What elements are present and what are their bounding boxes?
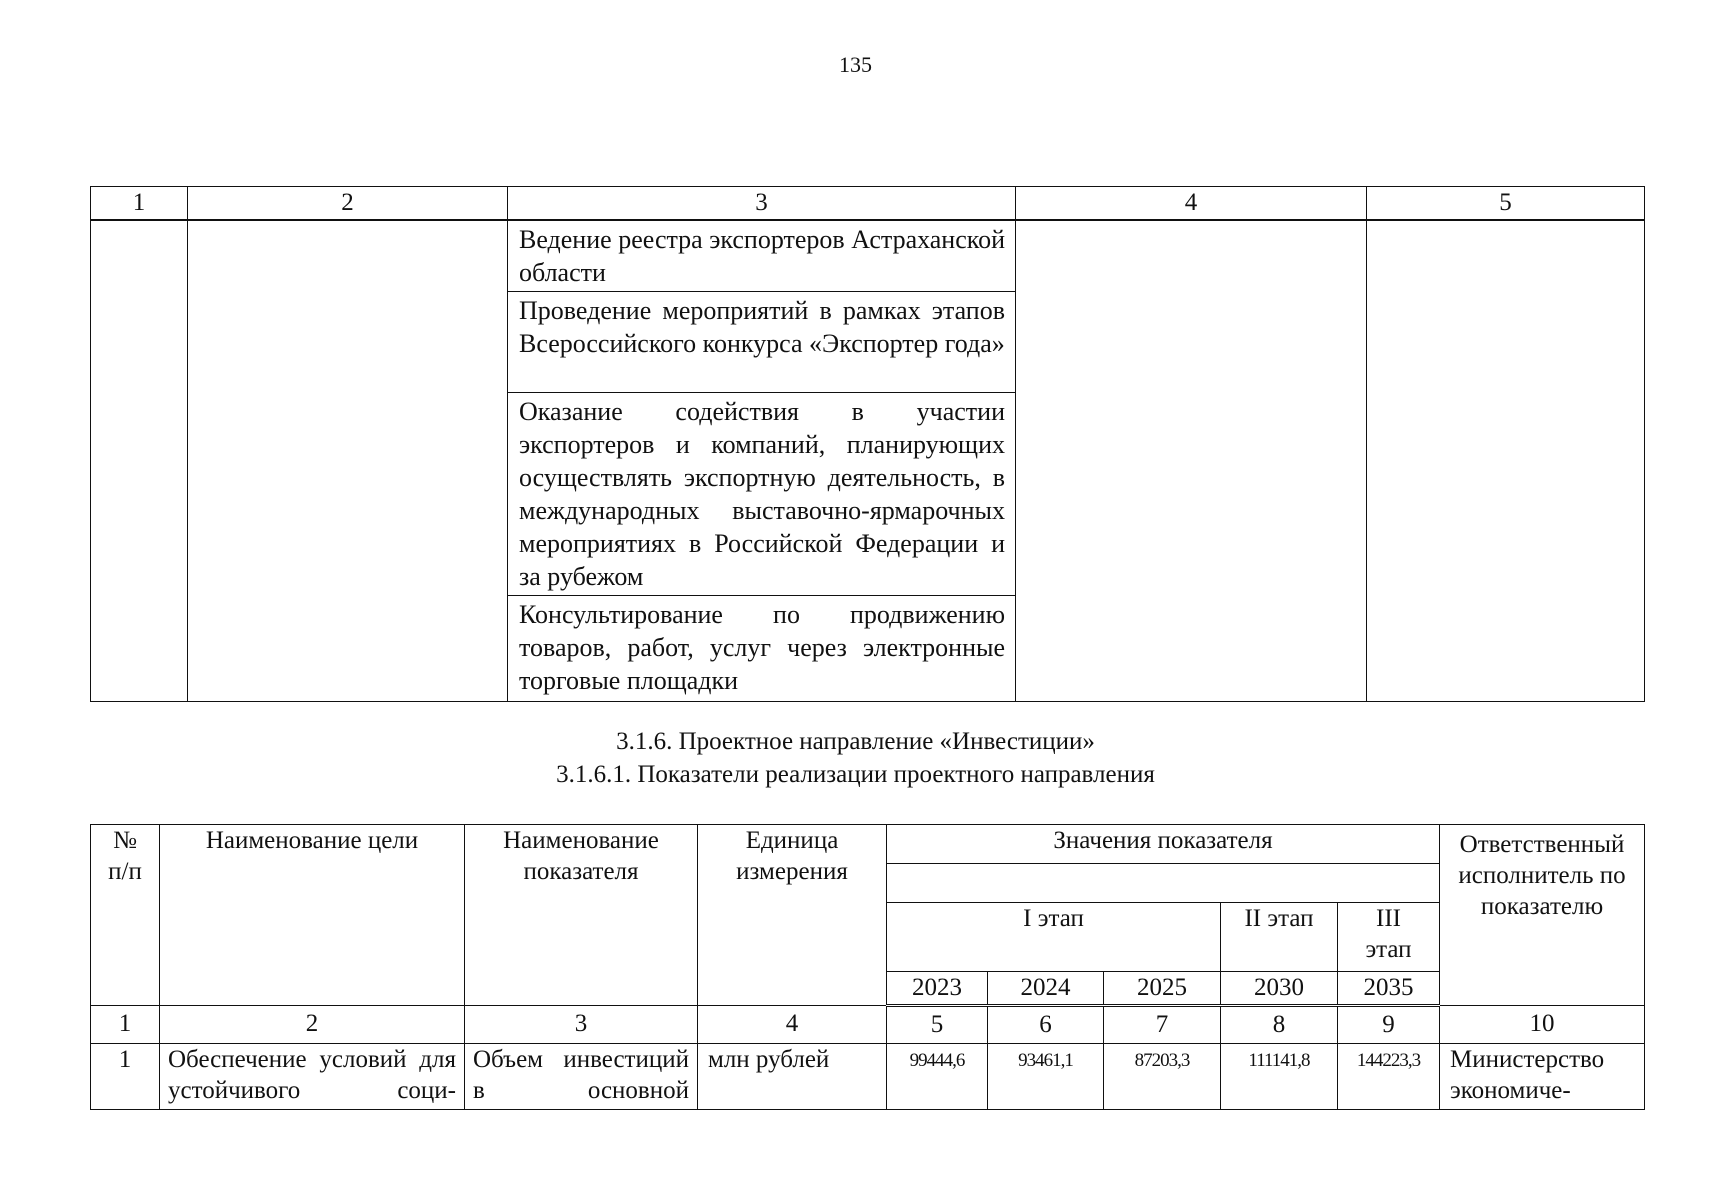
year-cell: 2023	[887, 972, 988, 1006]
indicators-table	[90, 824, 1645, 1110]
column-numbers-row	[91, 1006, 1645, 1044]
indicators-header-row	[91, 825, 1645, 864]
column-number: 9	[1338, 1006, 1440, 1044]
header-cell: 4	[1016, 187, 1367, 221]
column-number: 4	[698, 1006, 887, 1044]
empty-cell	[188, 220, 508, 702]
activity-cell	[508, 596, 1016, 702]
activity-cell	[508, 220, 1016, 292]
col-indicator-header: Наименование показателя	[465, 825, 698, 1006]
row-unit: млн рублей	[698, 1044, 887, 1110]
column-number: 2	[160, 1006, 465, 1044]
column-number: 3	[465, 1006, 698, 1044]
stage2-header: II этап	[1221, 903, 1338, 972]
activities-table	[90, 186, 1645, 702]
activity-text: Консультирование по продвижению товаров, работ, услуг через электронные торговые площадки	[519, 600, 1005, 695]
header-cell: 3	[508, 187, 1016, 221]
activity-text: Ведение реестра экспортеров Астраханской области	[519, 225, 1005, 287]
col-goal-header: Наименование цели	[160, 825, 465, 1006]
column-number: 10	[1440, 1006, 1645, 1044]
activity-text: Оказание содействия в участии экспортеров и компаний, планирующих осуществлять экспортную деятельность, в международных выставочно-ярмарочных мероприятиях в Российской Федерации и за рубежом	[519, 397, 1005, 591]
header-cell: 2	[188, 187, 508, 221]
year-cell: 2030	[1221, 972, 1338, 1006]
activity-cell	[508, 292, 1016, 393]
column-number: 6	[988, 1006, 1104, 1044]
col-unit-header: Единица измерения	[698, 825, 887, 1006]
value-2025: 87203,3	[1104, 1044, 1221, 1110]
table-row	[91, 220, 1645, 292]
page-number: 135	[839, 52, 872, 77]
section-subtitle: 3.1.6.1. Показатели реализации проектного направления	[556, 761, 1155, 788]
year-cell: 2035	[1338, 972, 1440, 1006]
value-2023: 99444,6	[887, 1044, 988, 1110]
empty-cell	[887, 864, 1440, 903]
row-indicator: Объем инвестиций в основной	[465, 1044, 698, 1110]
row-no: 1	[91, 1044, 160, 1110]
value-2030: 111141,8	[1221, 1044, 1338, 1110]
col-no-header: № п/п	[91, 825, 160, 1006]
empty-cell	[1367, 220, 1645, 702]
row-goal: Обеспечение условий для устойчивого соци-	[160, 1044, 465, 1110]
table-row	[91, 1044, 1645, 1110]
value-2024: 93461,1	[988, 1044, 1104, 1110]
year-cell: 2024	[988, 972, 1104, 1006]
year-cell: 2025	[1104, 972, 1221, 1006]
header-cell: 1	[91, 187, 188, 221]
column-number: 1	[91, 1006, 160, 1044]
empty-cell	[1016, 220, 1367, 702]
value-2035: 144223,3	[1338, 1044, 1440, 1110]
activities-table-header	[91, 187, 1645, 221]
row-responsible: Министерство экономиче-	[1440, 1044, 1645, 1110]
column-number: 7	[1104, 1006, 1221, 1044]
col-values-header: Значения показателя	[887, 825, 1440, 864]
column-number: 5	[887, 1006, 988, 1044]
column-number: 8	[1221, 1006, 1338, 1044]
stage1-header: I этап	[887, 903, 1221, 972]
activity-text: Проведение мероприятий в рамках этапов Всероссийского конкурса «Экспортер года»	[519, 296, 1005, 358]
col-responsible-header: Ответственный исполнитель по показателю	[1440, 825, 1645, 1006]
empty-cell	[91, 220, 188, 702]
header-cell: 5	[1367, 187, 1645, 221]
activity-cell	[508, 393, 1016, 596]
stage3-header: III этап	[1338, 903, 1440, 972]
section-title: 3.1.6. Проектное направление «Инвестиции»	[616, 728, 1095, 755]
